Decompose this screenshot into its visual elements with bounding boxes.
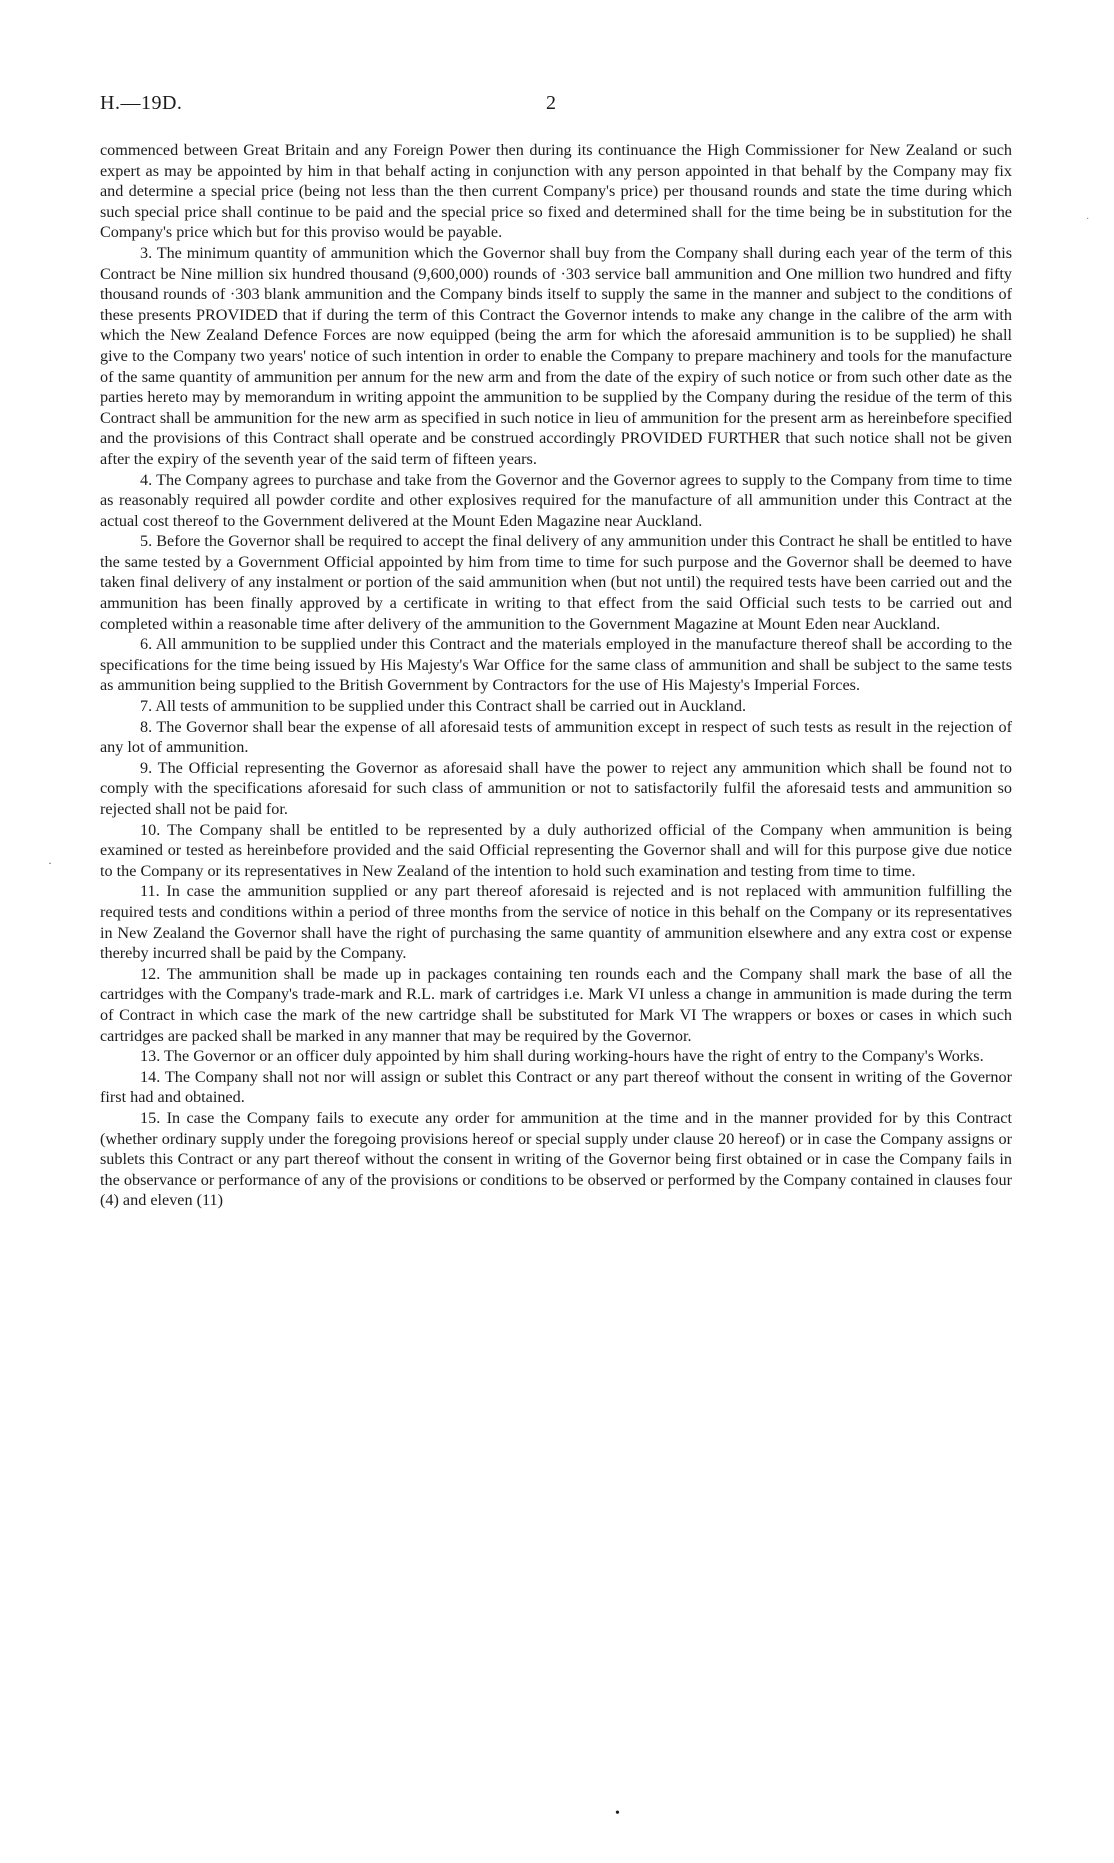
clause-6: 6. All ammunition to be supplied under this Contract and the materials employed in the manufacture thereof shall be according to the specifications for the time being issued by His Majesty's War Office for the same class of ammunition and shall be subject to the same tests as ammunition being supplied to the British Government by Contractors for the use of His Majesty's Imperial Forces.: [100, 635, 1012, 695]
paragraph-continuation: commenced between Great Britain and any Foreign Power then during its continuance the High Commissioner for New Zealand or such expert as may be appointed by him in that behalf acting in conjunction with any person appointed in that behalf by the Company may fix and determine a special price (being not less than the then current Company's price) per thousand rounds and state the time during which such special price shall continue to be paid and the special price so fixed and determined shall for the time being be in substitution for the Company's price which but for this proviso would be payable.: [100, 141, 1012, 242]
clause-10: 10. The Company shall be entitled to be represented by a duly authorized official of the Company when ammunition is being examined or tested as hereinbefore provided and the said Official representing the Governor shall and will for this purpose give due notice to the Company or its representatives in New Zealand of the intention to hold such examination and testing from time to time.: [100, 820, 1012, 880]
margin-dot-right: ·: [1086, 214, 1090, 225]
clause-14: 14. The Company shall not nor will assign or sublet this Contract or any part thereof without the consent in writing of the Governor first had and obtained.: [100, 1067, 1012, 1107]
margin-dot-left: ·: [48, 856, 52, 870]
clause-11: 11. In case the ammunition supplied or any part thereof aforesaid is rejected and is not replaced with ammunition fulfilling the required tests and conditions within a period of three months from the service of notice in this behalf on the Company or its representatives in New Zealand the Governor shall have the right of purchasing the same quantity of ammunition elsewhere and any extra cost or expense thereby incurred shall be paid by the Company.: [100, 882, 1012, 963]
clause-3: 3. The minimum quantity of ammunition which the Governor shall buy from the Company shall during each year of the term of this Contract be Nine million six hundred thousand (9,600,000) rounds of ·303 service ball ammunition and One million two hundred and fifty thousand rounds of ·303 blank ammunition and the Company binds itself to supply the same in the manner and subject to the conditions of these presents PROVIDED that if during the term of this Contract the Governor intends to make any change in the calibre of the arm with which the New Zealand Defence Forces are now equipped (being the arm for which the aforesaid ammunition is to be supplied) he shall give to the Company two years' notice of such intention in order to enable the Company to prepare machinery and tools for the manufacture of the same quantity of ammunition per annum for the new arm and from the date of the expiry of such notice or from such other date as the parties hereto may by memorandum in writing appoint the ammunition to be supplied by the Company during the residue of the term of this Contract shall be ammunition for the new arm as specified in such notice in lieu of ammunition for the present arm as hereinbefore specified and the provisions of this Contract shall operate and be construed accordingly PROVIDED FURTHER that such notice shall not be given after the expiry of the seventh year of the said term of fifteen years.: [100, 243, 1012, 468]
document-reference: H.—19D.: [100, 92, 183, 114]
page-header: [100, 92, 1012, 122]
body-text: [100, 140, 1012, 1211]
page-number: 2: [546, 92, 556, 114]
clause-8: 8. The Governor shall bear the expense of all aforesaid tests of ammunition except in respect of such tests as result in the rejection of any lot of ammunition.: [100, 717, 1012, 757]
clause-15: 15. In case the Company fails to execute any order for ammunition at the time and in the manner provided for by this Contract (whether ordinary supply under the foregoing provisions hereof or special supply under clause 20 hereof) or in case the Company assigns or sublets this Contract or any part thereof without the consent in writing of the Governor being first obtained or in case the Company fails in the observance or performance of any of the provisions or conditions to be observed or performed by the Company contained in clauses four (4) and eleven (11): [100, 1108, 1012, 1210]
clause-4: 4. The Company agrees to purchase and take from the Governor and the Governor agrees to supply to the Company from time to time as reasonably required all powder cordite and other explosives required for the manufacture of all ammunition under this Contract at the actual cost thereof to the Government delivered at the Mount Eden Magazine near Auckland.: [100, 470, 1012, 530]
clause-7: 7. All tests of ammunition to be supplied under this Contract shall be carried out in Auckland.: [140, 697, 747, 716]
clause-5: 5. Before the Governor shall be required to accept the final delivery of any ammunition under this Contract he shall be entitled to have the same tested by a Government Official appointed by him from time to time for such purpose and the Governor shall be deemed to have taken final delivery of any instalment or portion of the said ammunition when (but not until) the required tests have been carried out and the ammunition has been finally approved by a certificate in writing to that effect from the said Official such tests to be carried out and completed within a reasonable time after delivery of the ammunition to the Government Magazine at Mount Eden near Auckland.: [100, 532, 1012, 633]
footer-dot: •: [615, 1806, 620, 1821]
clause-9: 9. The Official representing the Governor as aforesaid shall have the power to reject any ammunition which shall be found not to comply with the specifications aforesaid for such class of ammunition or not to satisfactorily fulfil the aforesaid tests and ammunition so rejected shall not be paid for.: [100, 758, 1012, 818]
clause-13: 13. The Governor or an officer duly appointed by him shall during working-hours have the right of entry to the Company's Works.: [140, 1047, 984, 1066]
clause-12: 12. The ammunition shall be made up in packages containing ten rounds each and the Company shall mark the base of all the cartridges with the Company's trade-mark and R.L. mark of cartridges i.e. Mark VI unless a change in ammunition is made during the term of Contract in which case the mark of the new cartridge shall be substituted for Mark VI The wrappers or boxes or cases in which such cartridges are packed shall be marked in any manner that may be required by the Governor.: [100, 964, 1012, 1045]
